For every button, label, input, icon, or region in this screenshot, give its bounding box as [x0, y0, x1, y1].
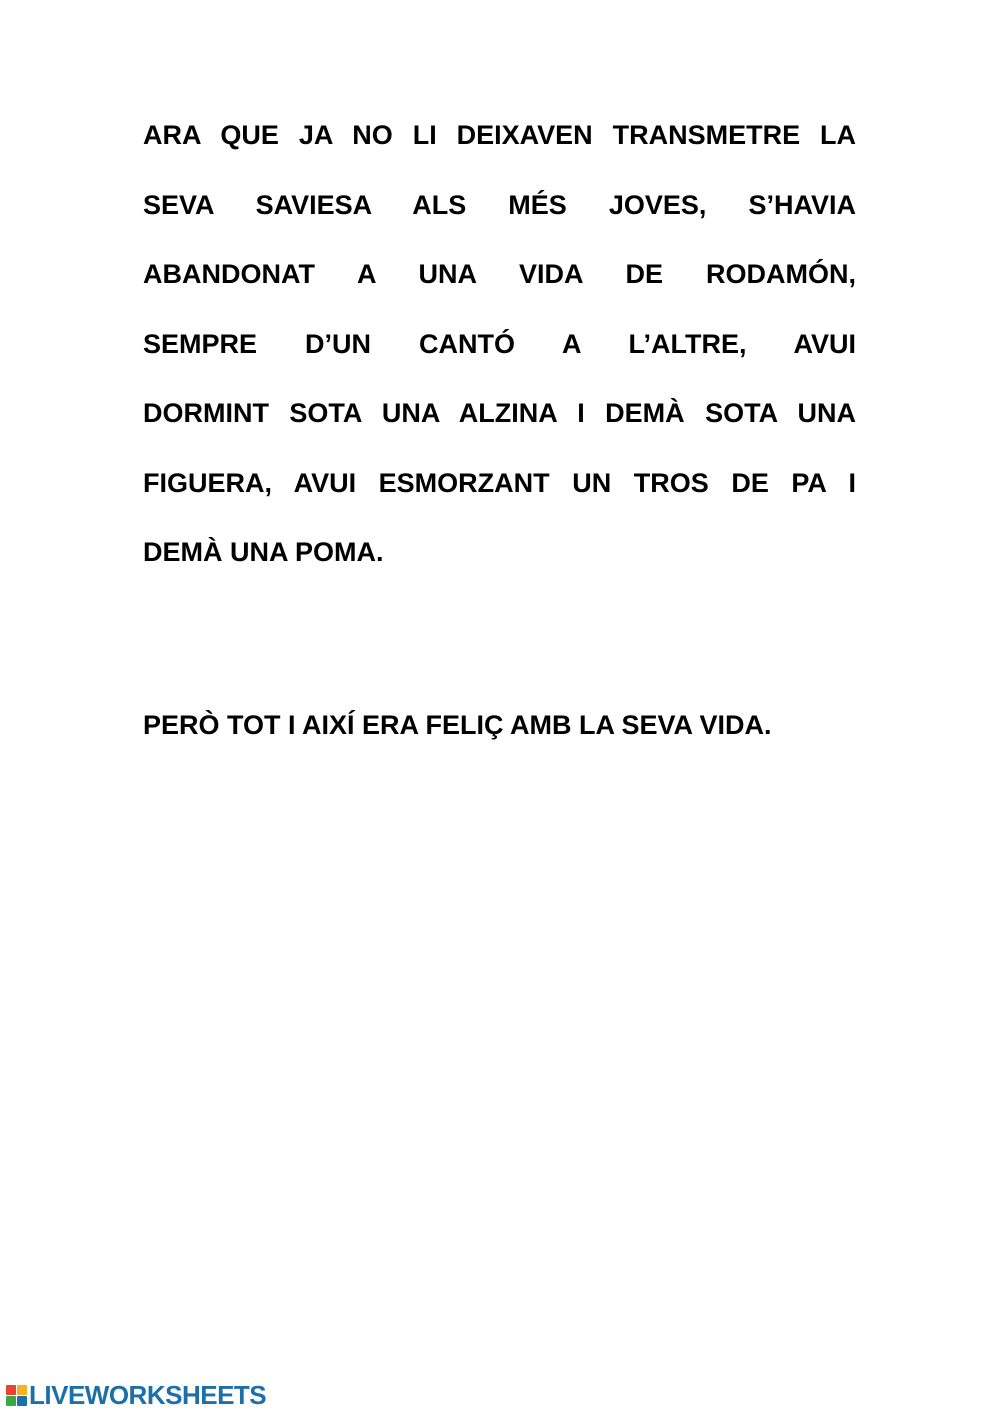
- paragraph-1-line-5: DORMINT SOTA UNA ALZINA I DEMÀ SOTA UNA: [143, 398, 856, 428]
- logo-block-blue: [17, 1396, 27, 1406]
- paragraph-1-line-7: DEMÀ UNA POMA.: [143, 537, 384, 567]
- paragraph-1-line-1: ARA QUE JA NO LI DEIXAVEN TRANSMETRE LA: [143, 120, 856, 150]
- liveworksheets-logo: [6, 1381, 266, 1409]
- paragraph-1-line-3: ABANDONAT A UNA VIDA DE RODAMÓN,: [143, 259, 856, 289]
- logo-block-red: [6, 1385, 16, 1395]
- paragraph-1-line-4: SEMPRE D’UN CANTÓ A L’ALTRE, AVUI: [143, 329, 856, 359]
- paragraph-2: PERÒ TOT I AIXÍ ERA FELIÇ AMB LA SEVA VIDA.: [143, 710, 772, 740]
- logo-block-yellow: [17, 1385, 27, 1395]
- paragraph-1-line-2: SEVA SAVIESA ALS MÉS JOVES, S’HAVIA: [143, 190, 856, 220]
- logo-block-green: [6, 1396, 16, 1406]
- logo-blocks-icon: [6, 1385, 27, 1406]
- paragraph-1-line-6: FIGUERA, AVUI ESMORZANT UN TROS DE PA I: [143, 468, 856, 498]
- logo-text: LIVEWORKSHEETS: [29, 1380, 267, 1410]
